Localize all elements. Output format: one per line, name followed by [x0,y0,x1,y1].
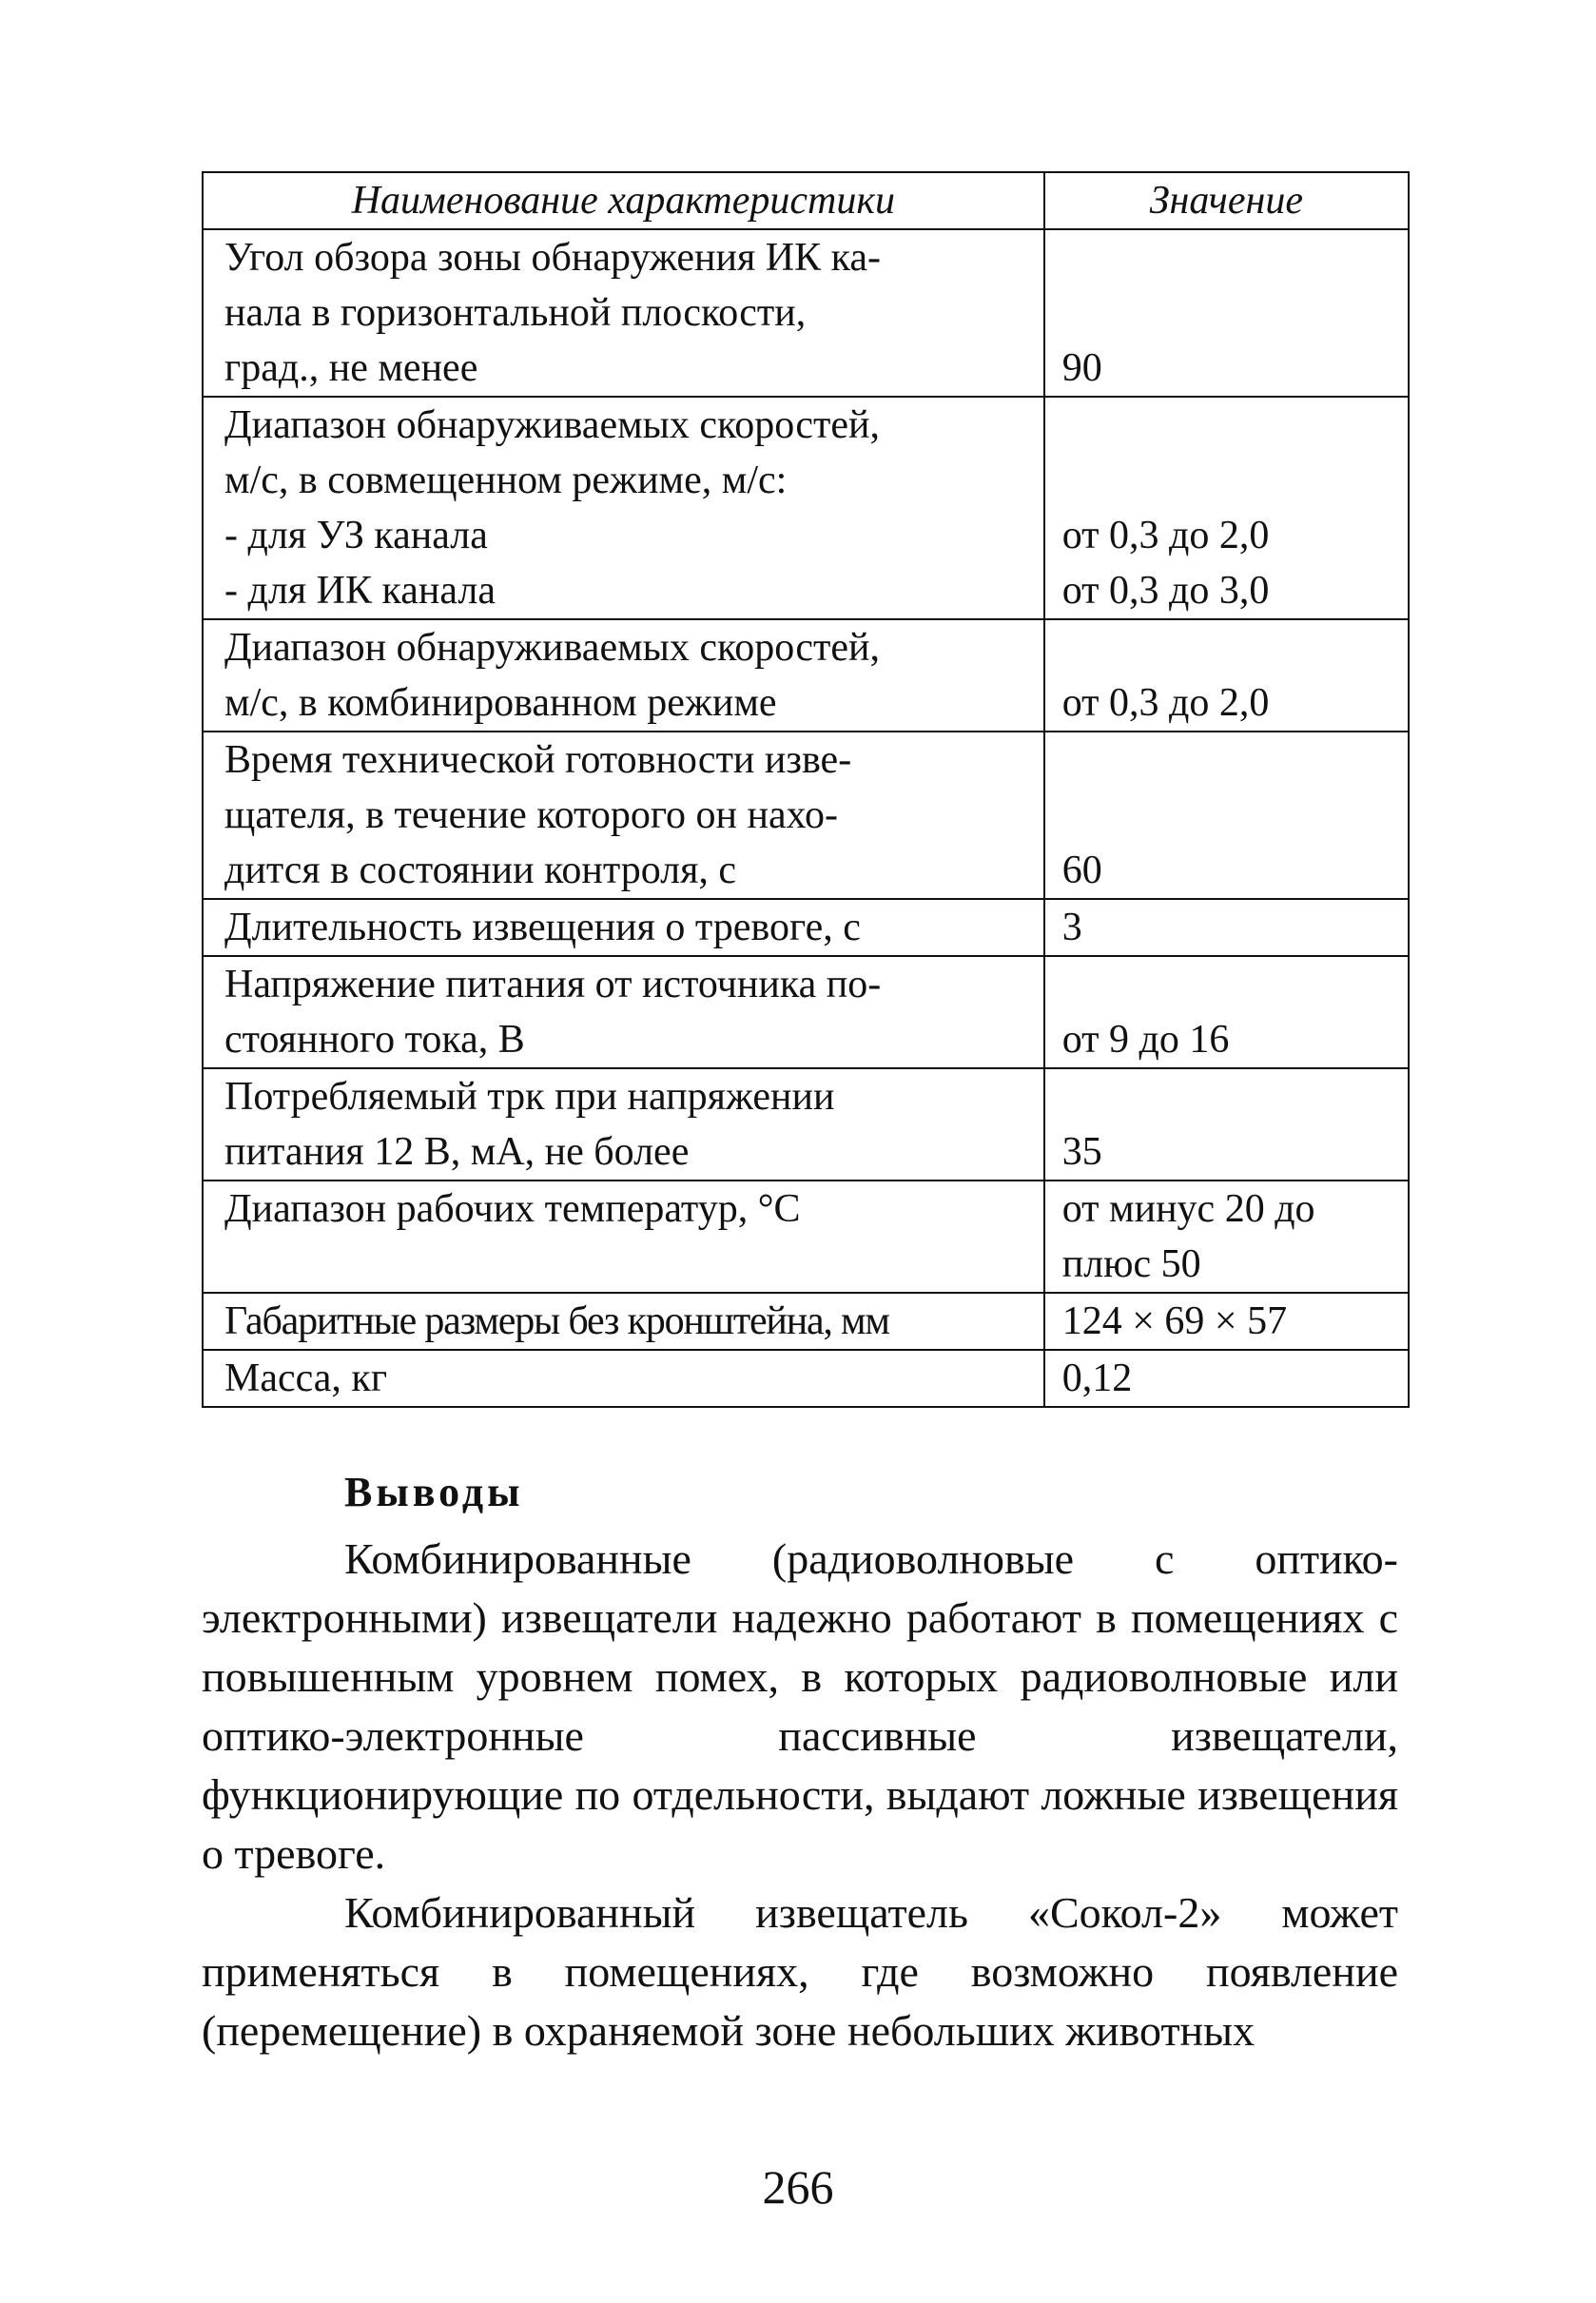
characteristic-name-line: нала в горизонтальной плоскости, [224,291,807,335]
characteristic-value-line: 60 [1061,849,1102,892]
characteristic-name-cell [203,732,1044,899]
column-header-value: Значение [1044,172,1409,229]
table-row [203,1068,1409,1181]
characteristic-name-line: Время технической готовности изве- [224,738,852,782]
characteristic-value-cell [1044,619,1409,732]
characteristic-value-cell [1044,899,1409,956]
table-row [203,732,1409,899]
table-row [203,619,1409,732]
characteristic-value-cell [1044,229,1409,397]
characteristic-name-line: Диапазон обнаруживаемых скоростей, [224,626,880,670]
characteristic-value-cell [1044,397,1409,619]
characteristic-name-line: - для УЗ канала [224,514,488,557]
characteristic-name-cell [203,229,1044,397]
characteristic-name-line: град., не менее [224,346,478,390]
characteristic-name-line: Диапазон рабочих температур, °С [224,1187,801,1231]
characteristic-name-line: Габаритные размеры без кронштейна, мм [224,1299,889,1343]
characteristic-name-line: Длительность извещения о тревоге, с [224,906,861,949]
characteristic-name-cell [203,1181,1044,1293]
characteristic-value-line: плюс 50 [1061,1242,1201,1286]
characteristic-name-line: - для ИК канала [224,569,496,613]
table-row [203,1350,1409,1407]
characteristic-name-line: Потребляемый трк при напряжении [224,1075,835,1119]
characteristic-value-line: 124 × 69 × 57 [1061,1299,1288,1343]
characteristic-name-cell [203,1293,1044,1350]
table-row [203,397,1409,619]
characteristic-value-cell [1044,956,1409,1068]
characteristic-name-line: Масса, кг [224,1356,388,1400]
table-row [203,899,1409,956]
characteristic-value-line: 90 [1061,346,1102,390]
characteristic-value-cell [1044,1293,1409,1350]
column-header-name: Наименование характеристики [203,172,1044,229]
table-row [203,229,1409,397]
characteristic-name-line: дится в состоянии контроля, с [224,849,737,892]
characteristic-value-cell [1044,1350,1409,1407]
characteristics-table [202,171,1410,1408]
characteristic-value-line: 35 [1061,1130,1102,1174]
characteristic-name-line: Диапазон обнаруживаемых скоростей, [224,403,880,447]
characteristic-value-line: от минус 20 до [1061,1187,1315,1231]
characteristic-value-line: от 0,3 до 2,0 [1061,514,1270,557]
characteristic-value-line: от 9 до 16 [1061,1018,1230,1062]
characteristic-name-line: щателя, в течение которого он нахо- [224,793,838,837]
characteristic-value-cell [1044,1181,1409,1293]
characteristic-name-line: м/с, в совмещенном режиме, м/с: [224,459,788,502]
characteristic-name-line: м/с, в комбинированном режиме [224,681,777,725]
characteristic-name-line: Напряжение питания от источника по- [224,963,882,1006]
characteristic-name-cell [203,619,1044,732]
page-number: 266 [762,2160,834,2214]
characteristic-name-line: питания 12 В, мА, не более [224,1130,690,1174]
characteristic-name-cell [203,899,1044,956]
table-row [203,956,1409,1068]
table-row [203,1181,1409,1293]
characteristic-name-cell [203,1068,1044,1181]
section-title: Выводы [344,1469,524,1515]
characteristic-value-cell [1044,732,1409,899]
body-paragraph: Комбинированные (радиоволновые с оптико-электронными) извещатели надежно работают в помещениях с повышенным уровнем помех, в которых радиоволновые или оптико-электронные пассивные извещатели, функционирующие по отдельности, выдают ложные извещения о тревоге. [202,1534,1398,1878]
characteristic-value-cell [1044,1068,1409,1181]
characteristic-value-line: от 0,3 до 3,0 [1061,569,1270,613]
characteristic-value-line: 3 [1061,906,1082,949]
characteristic-name-cell [203,1350,1044,1407]
characteristic-value-line: 0,12 [1061,1356,1133,1400]
characteristic-name-cell [203,956,1044,1068]
body-paragraph: Комбинированный извещатель «Сокол-2» может применяться в помещениях, где возможно появление (перемещение) в охраняемой зоне небольших животных [202,1888,1398,2055]
characteristic-value-line: от 0,3 до 2,0 [1061,681,1270,725]
characteristic-name-line: стоянного тока, В [224,1018,525,1062]
table-row [203,1293,1409,1350]
table-header-row [203,172,1409,229]
characteristic-name-cell [203,397,1044,619]
characteristic-name-line: Угол обзора зоны обнаружения ИК ка- [224,236,882,280]
